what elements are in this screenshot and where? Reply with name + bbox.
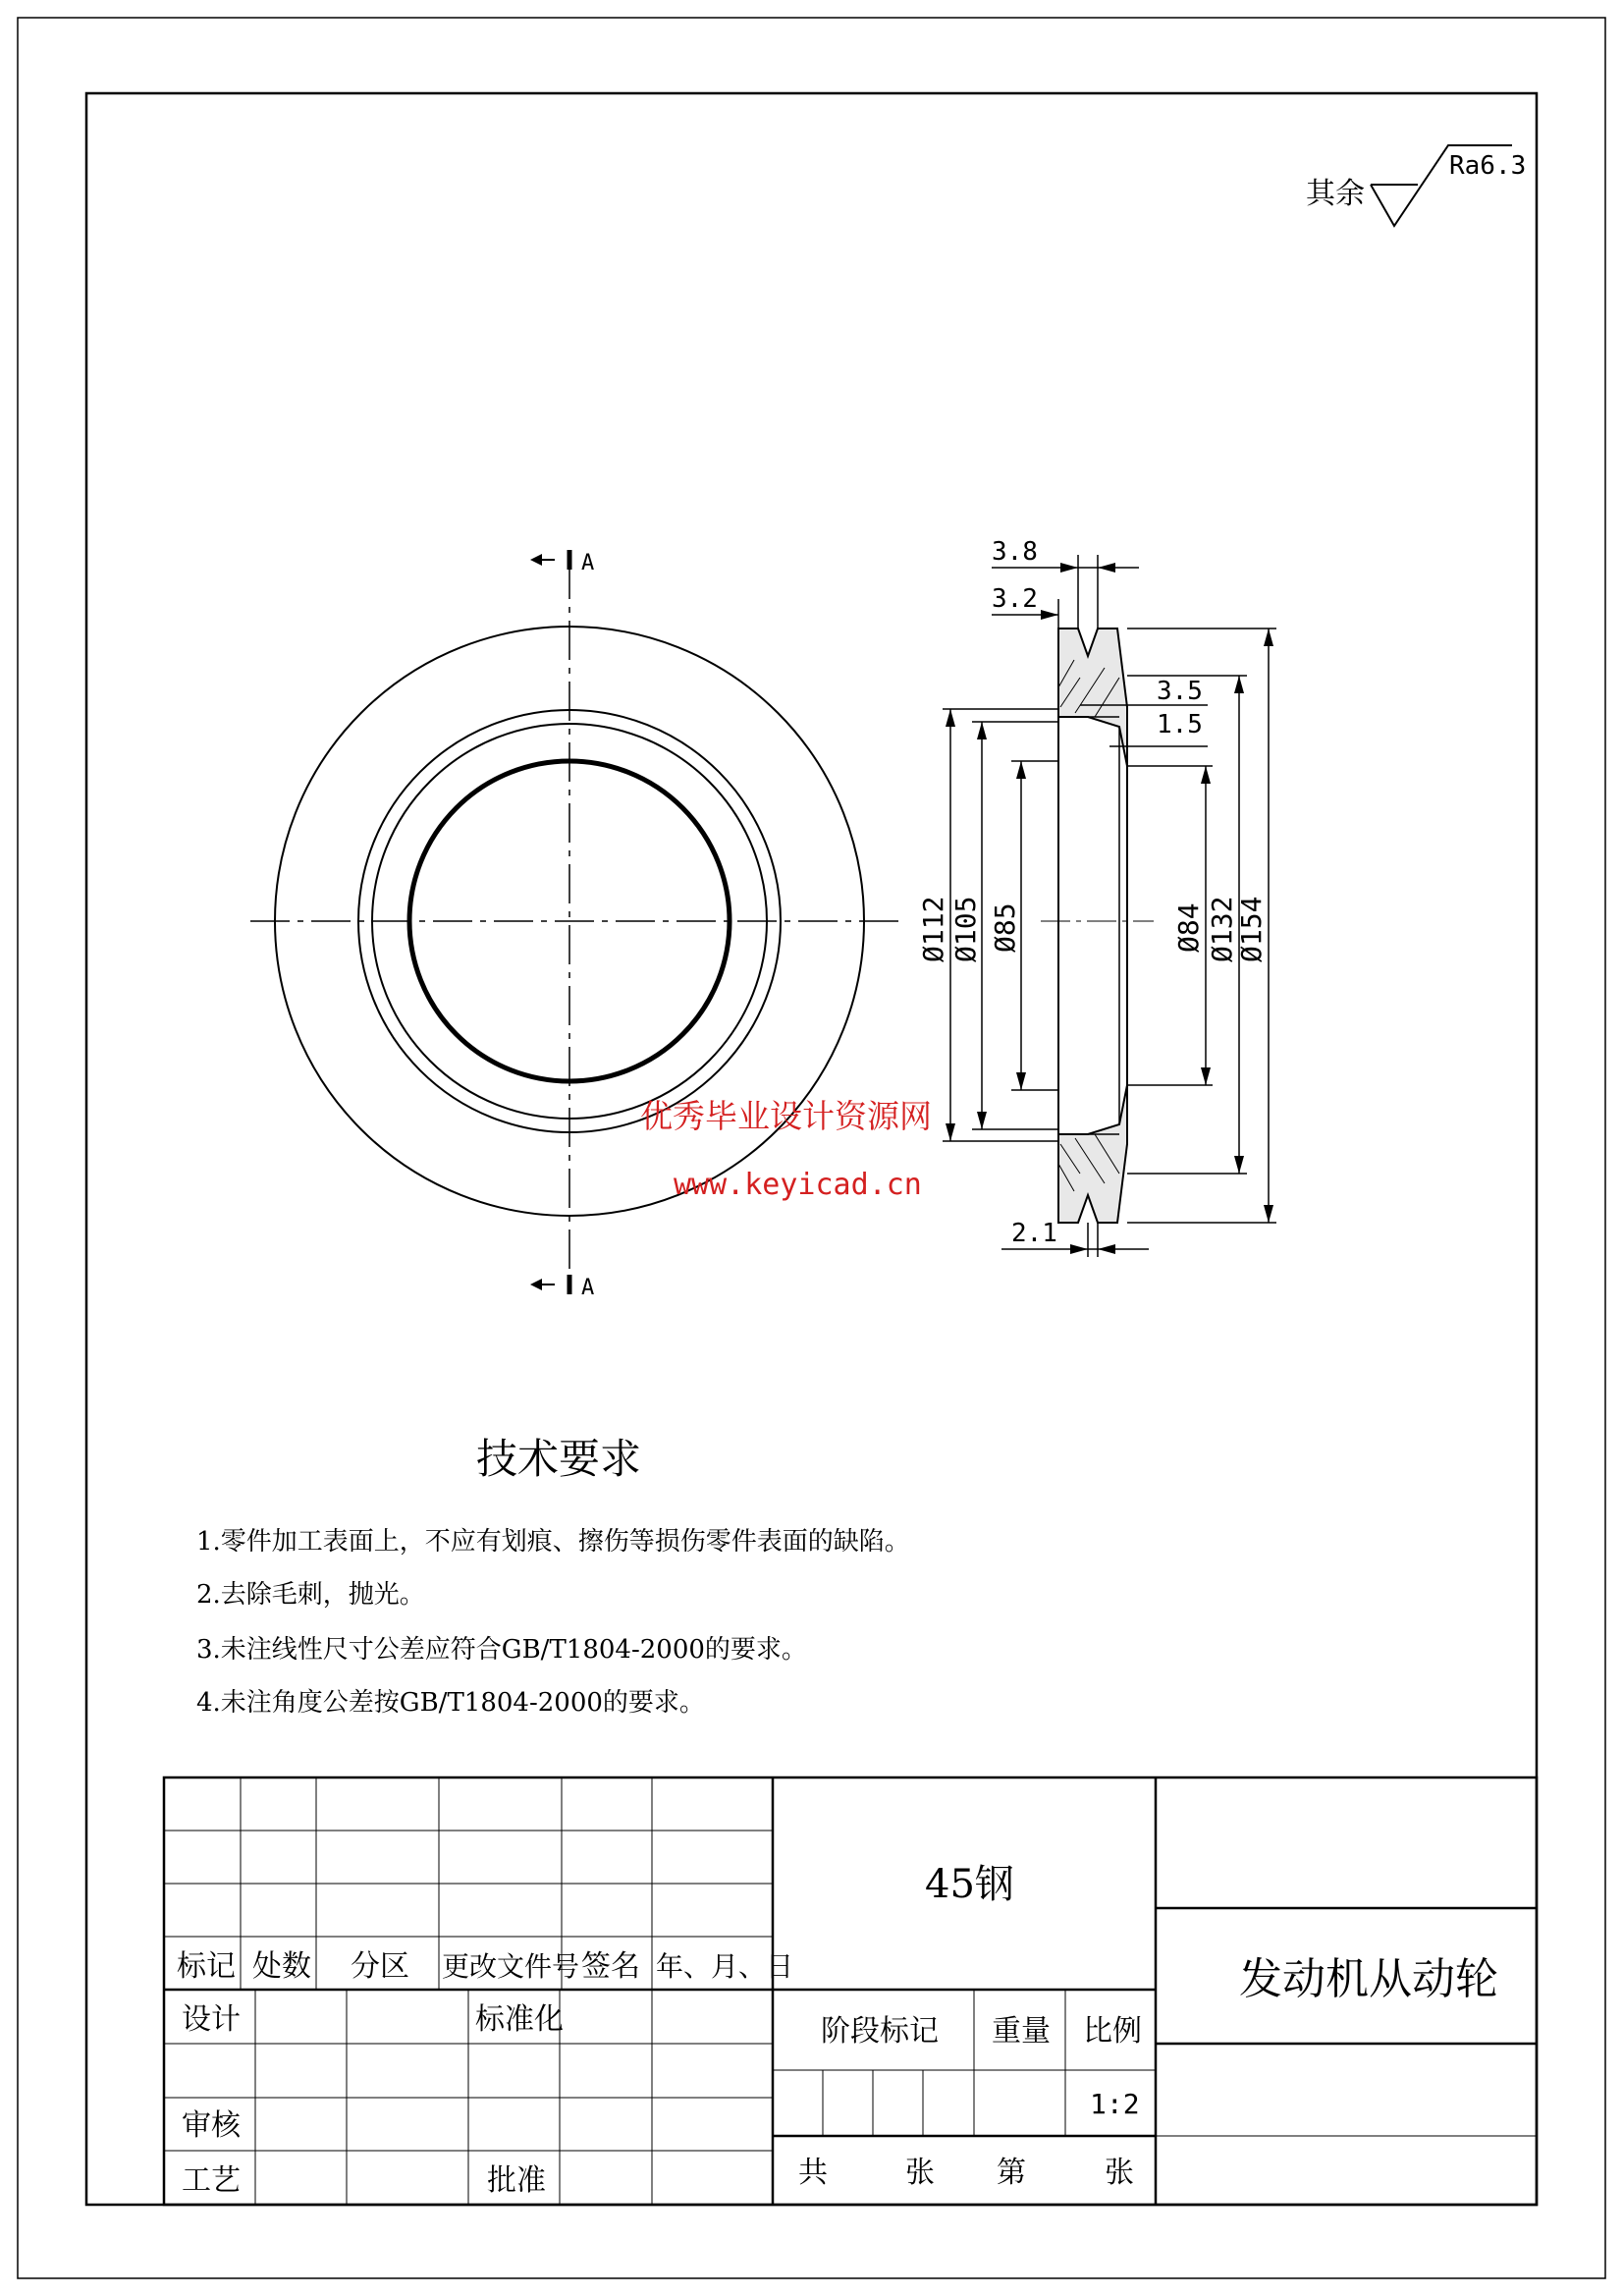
rev-header-mark: 标记 — [177, 1949, 236, 1984]
dim-dia-85: Ø85 — [989, 902, 1021, 953]
tech-item-2: 2.去除毛刺，抛光。 — [196, 1580, 425, 1610]
approve-label: 批准 — [487, 2163, 546, 2198]
inner-frame — [86, 93, 1537, 2205]
dim-dia-112: Ø112 — [917, 896, 949, 962]
section-profile-top — [1058, 629, 1127, 766]
dim-3-5: 3.5 — [1157, 677, 1203, 706]
stage-mark-label: 阶段标记 — [821, 2014, 939, 2049]
tech-title: 技术要求 — [476, 1435, 642, 1483]
dim-dia-154: Ø154 — [1235, 896, 1268, 962]
scale-value: 1:2 — [1090, 2088, 1140, 2120]
review-label: 审核 — [182, 2108, 241, 2143]
total-sheets-label: 共 — [798, 2156, 828, 2190]
roughness-symbol — [1306, 145, 1526, 226]
rev-header-docno: 更改文件号 — [442, 1950, 580, 1983]
weight-label: 重量 — [992, 2014, 1051, 2049]
roughness-prefix: 其余 — [1306, 177, 1365, 211]
sheet-unit-2: 张 — [1105, 2156, 1134, 2190]
roughness-value: Ra6.3 — [1449, 151, 1527, 181]
part-name: 发动机从动轮 — [1239, 1954, 1498, 2004]
rev-header-sign: 签名 — [581, 1949, 640, 1984]
scale-label: 比例 — [1083, 2014, 1142, 2049]
section-label-top: A — [581, 551, 595, 575]
dim-3-8: 3.8 — [992, 537, 1038, 567]
rev-header-zone: 分区 — [351, 1949, 409, 1984]
rev-header-date: 年、月、日 — [656, 1950, 794, 1983]
section-label-bottom: A — [581, 1276, 595, 1300]
dim-1-5: 1.5 — [1157, 710, 1203, 739]
rev-header-count: 处数 — [252, 1949, 311, 1984]
sheet-unit-1: 张 — [905, 2156, 935, 2190]
tech-item-4: 4.未注角度公差按GB/T1804-2000的要求。 — [196, 1688, 705, 1718]
watermark-title: 优秀毕业设计资源网 — [640, 1097, 932, 1135]
dim-dia-132: Ø132 — [1206, 896, 1238, 962]
tech-item-1: 1.零件加工表面上，不应有划痕、擦伤等损伤零件表面的缺陷。 — [196, 1527, 910, 1557]
process-label: 工艺 — [182, 2163, 241, 2198]
material: 45钢 — [925, 1862, 1014, 1907]
design-label: 设计 — [182, 2002, 241, 2037]
section-view — [917, 537, 1276, 1257]
dim-dia-84: Ø84 — [1172, 902, 1205, 953]
dim-2-1: 2.1 — [1011, 1219, 1057, 1248]
dim-dia-105: Ø105 — [949, 896, 982, 962]
title-block-text — [177, 1862, 1498, 2198]
tech-item-3: 3.未注线性尺寸公差应符合GB/T1804-2000的要求。 — [196, 1635, 807, 1665]
outer-border — [18, 18, 1605, 2278]
nth-sheet-label: 第 — [997, 2156, 1026, 2190]
standardize-label: 标准化 — [475, 2002, 564, 2037]
dim-3-2: 3.2 — [992, 584, 1038, 614]
section-profile-bottom — [1058, 1085, 1127, 1223]
watermark-url: www.keyicad.cn — [674, 1168, 922, 1202]
